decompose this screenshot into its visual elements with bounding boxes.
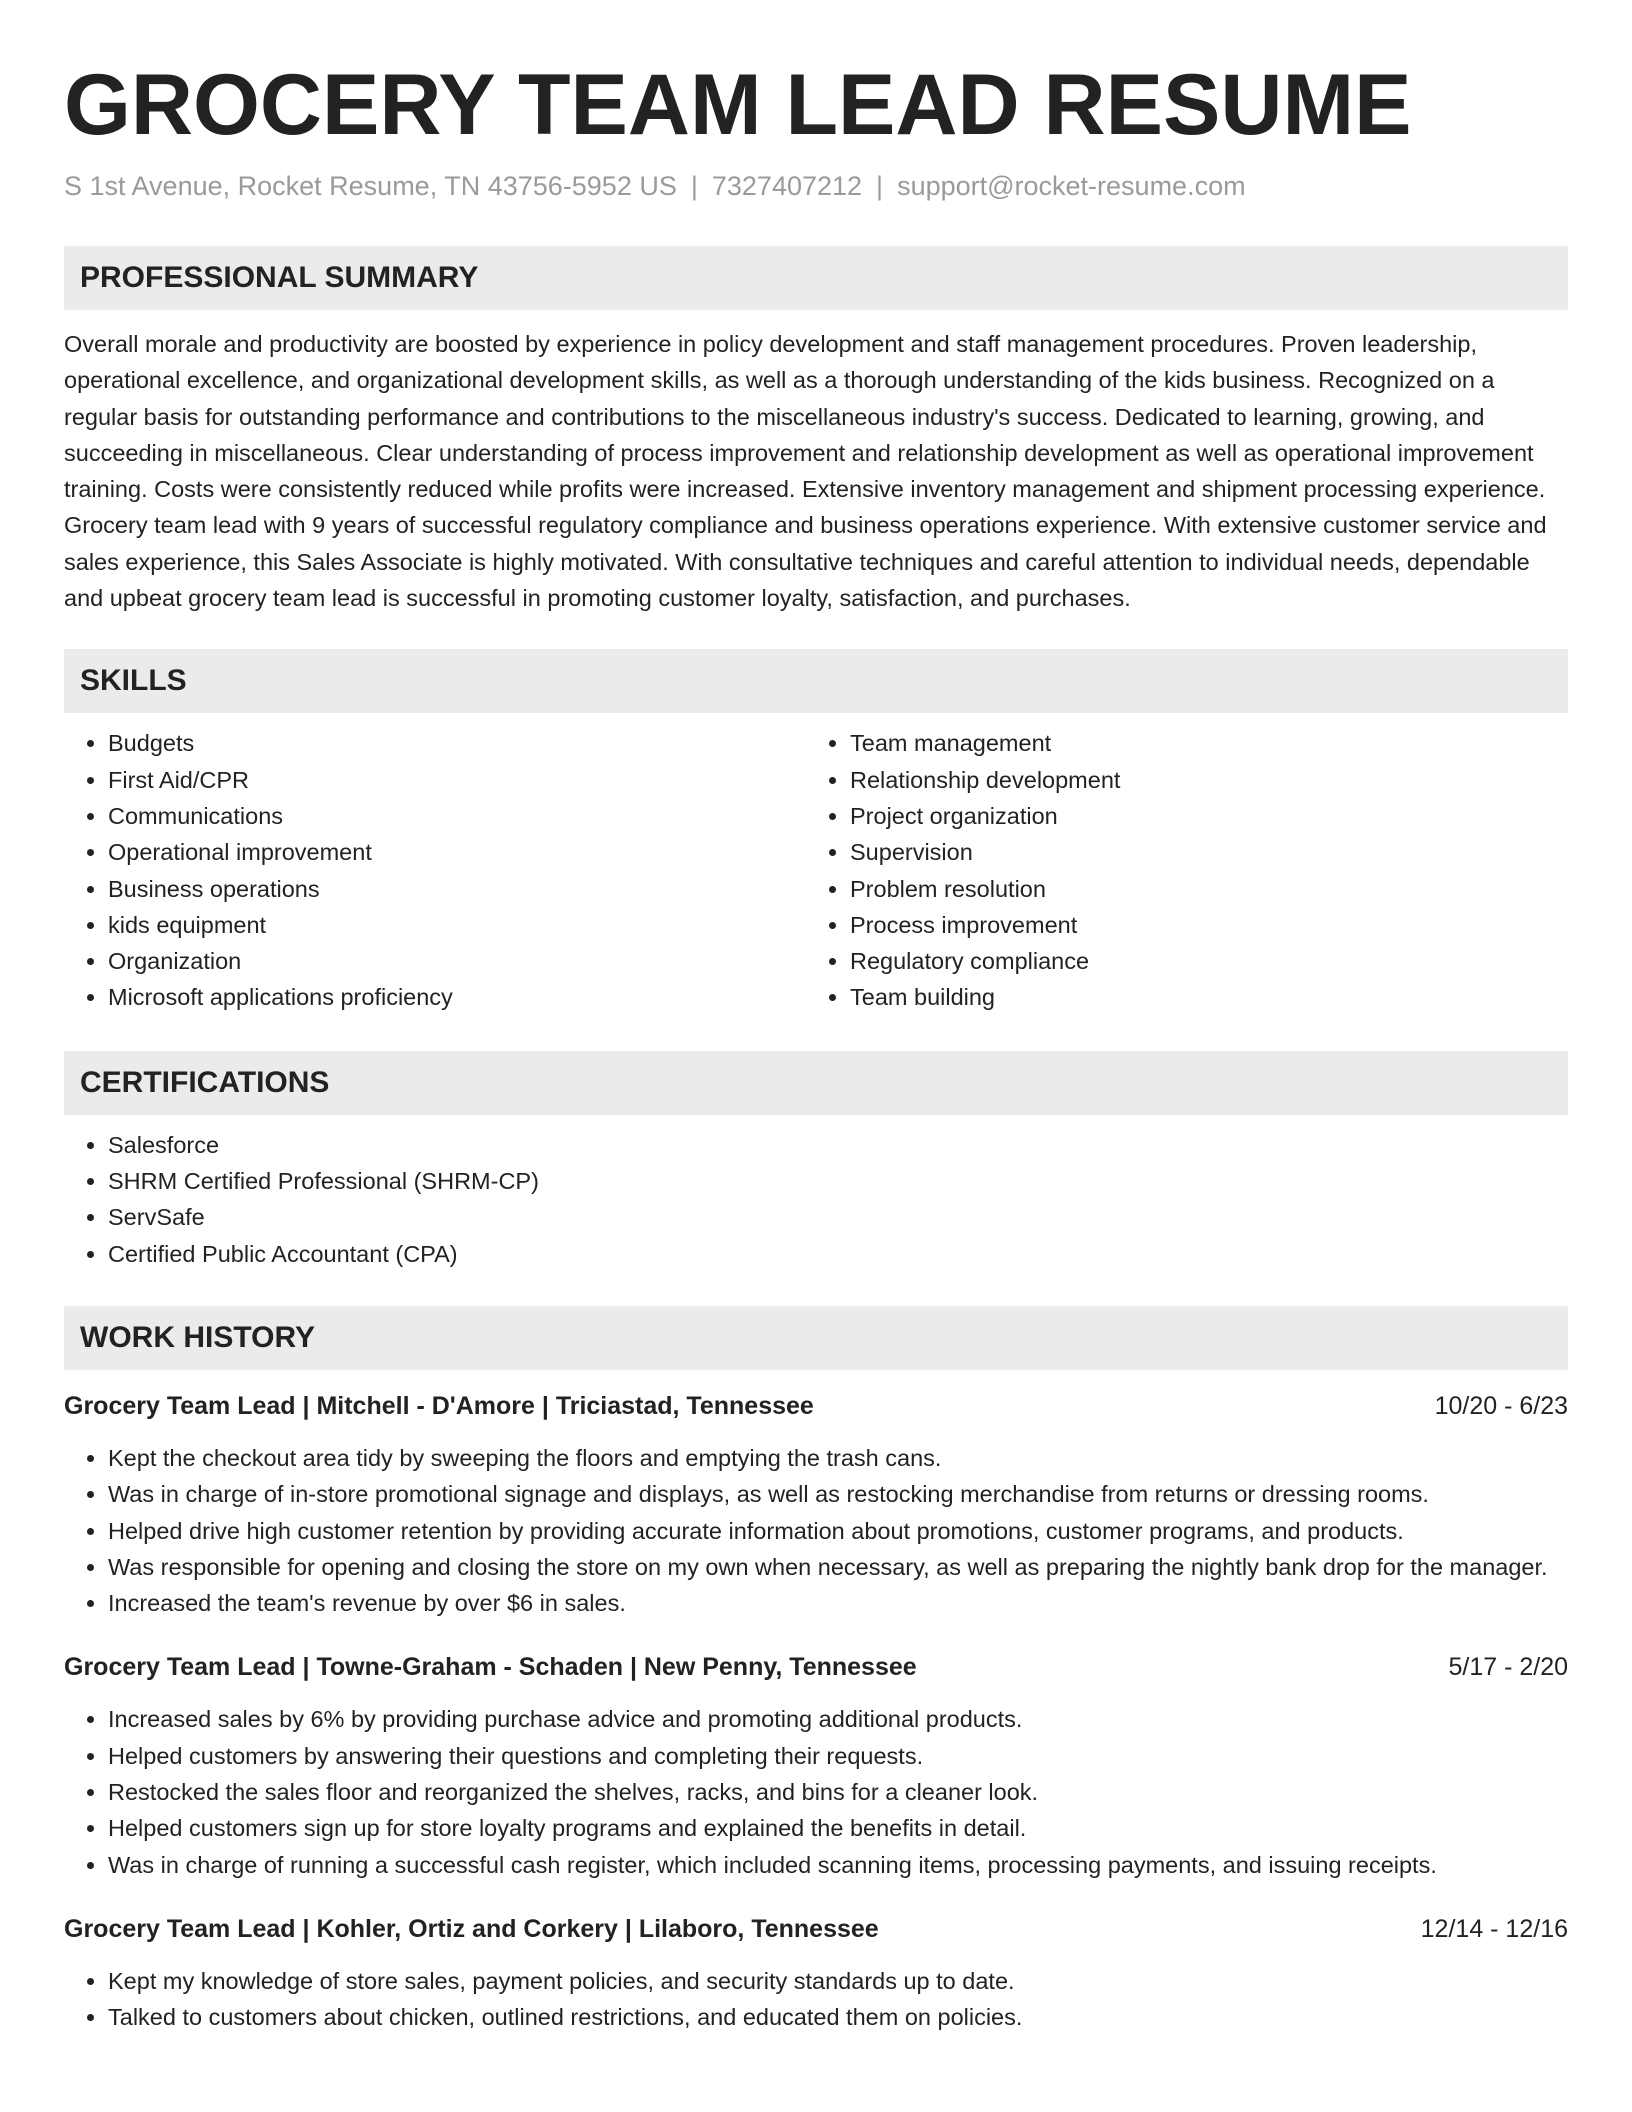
contact-address: S 1st Avenue, Rocket Resume, TN 43756-5952 US xyxy=(64,171,677,201)
job-bullet: • Was in charge of running a successful cash register, which included scanning items, processing payments, and issuing receipts. xyxy=(108,1847,1568,1883)
contact-phone: 7327407212 xyxy=(711,171,863,201)
resume-title: GROCERY TEAM LEAD RESUME xyxy=(64,57,1412,153)
contact-line xyxy=(64,170,1568,202)
work-history-section xyxy=(64,1306,1568,2036)
skill-item: • Operational improvement xyxy=(108,834,806,870)
section-header-certifications: CERTIFICATIONS xyxy=(64,1051,1568,1115)
job-header xyxy=(64,1911,1568,1947)
job-bullet: • Increased the team's revenue by over $6 in sales. xyxy=(108,1585,1568,1621)
contact-email: support@rocket-resume.com xyxy=(897,171,1246,201)
job-title: Grocery Team Lead | Kohler, Ortiz and Corkery | Lilaboro, Tennessee xyxy=(64,1914,879,1943)
certification-item: • Salesforce xyxy=(108,1127,1568,1163)
job-entry xyxy=(64,1649,1568,1882)
skill-item: • Team building xyxy=(850,979,1548,1015)
certifications-list xyxy=(64,1127,1568,1272)
skills-section xyxy=(64,649,1568,1015)
skill-item: • Supervision xyxy=(850,834,1548,870)
skills-column-left xyxy=(64,725,806,1015)
job-bullet: • Helped drive high customer retention by providing accurate information about promotions, customer programs, and products. xyxy=(108,1513,1568,1549)
job-title: Grocery Team Lead | Mitchell - D'Amore | Triciastad, Tennessee xyxy=(64,1391,814,1420)
job-bullets xyxy=(64,1963,1568,2036)
skill-item: • Regulatory compliance xyxy=(850,943,1548,979)
job-bullet: • Increased sales by 6% by providing purchase advice and promoting additional products. xyxy=(108,1701,1568,1737)
contact-separator: | xyxy=(876,171,884,201)
skill-item: • Relationship development xyxy=(850,762,1548,798)
certification-item: • SHRM Certified Professional (SHRM-CP) xyxy=(108,1163,1568,1199)
job-bullet: • Restocked the sales floor and reorganized the shelves, racks, and bins for a cleaner look. xyxy=(108,1774,1568,1810)
job-bullets xyxy=(64,1440,1568,1621)
job-header xyxy=(64,1388,1568,1424)
skills-column-right xyxy=(806,725,1548,1015)
job-bullet: • Talked to customers about chicken, outlined restrictions, and educated them on policies. xyxy=(108,1999,1568,2035)
job-dates: 5/17 - 2/20 xyxy=(1448,1653,1568,1682)
job-dates: 10/20 - 6/23 xyxy=(1434,1391,1568,1420)
skill-item: • Problem resolution xyxy=(850,871,1548,907)
job-dates: 12/14 - 12/16 xyxy=(1420,1914,1568,1943)
section-header-skills: SKILLS xyxy=(64,649,1568,713)
job-bullet: • Was responsible for opening and closing the store on my own when necessary, as well as preparing the nightly bank drop for the manager. xyxy=(108,1549,1568,1585)
skill-item: • Process improvement xyxy=(850,907,1548,943)
skill-item: • Budgets xyxy=(108,725,806,761)
job-bullet: • Was in charge of in-store promotional signage and displays, as well as restocking merchandise from returns or dressing rooms. xyxy=(108,1476,1568,1512)
skill-item: • Team management xyxy=(850,725,1548,761)
job-header xyxy=(64,1649,1568,1685)
job-bullet: • Kept my knowledge of store sales, payment policies, and security standards up to date. xyxy=(108,1963,1568,1999)
skill-item: • kids equipment xyxy=(108,907,806,943)
certification-item: • Certified Public Accountant (CPA) xyxy=(108,1236,1568,1272)
certifications-section xyxy=(64,1051,1568,1272)
contact-separator: | xyxy=(690,171,698,201)
skill-item: • Microsoft applications proficiency xyxy=(108,979,806,1015)
summary-section xyxy=(64,246,1568,616)
job-bullets xyxy=(64,1701,1568,1882)
certification-item: • ServSafe xyxy=(108,1199,1568,1235)
section-header-summary: PROFESSIONAL SUMMARY xyxy=(64,246,1568,310)
resume-page xyxy=(64,0,1568,2036)
summary-text: Overall morale and productivity are boosted by experience in policy development and staff management procedures. Proven leadership, operational excellence, and organizational development skills, as well as a thorough understanding of the kids business. Recognized on a regular basis for outstanding performance and contributions to the miscellaneous industry's success. Dedicated to learning, growing, and succeeding in miscellaneous. Clear understanding of process improvement and relationship development as well as operational improvement training. Costs were consistently reduced while profits were increased. Extensive inventory management and shipment processing experience. Grocery team lead with 9 years of successful regulatory compliance and business operations experience. With extensive customer service and sales experience, this Sales Associate is highly motivated. With consultative techniques and careful attention to individual needs, dependable and upbeat grocery team lead is successful in promoting customer loyalty, satisfaction, and purchases. xyxy=(64,331,1547,612)
job-entry xyxy=(64,1911,1568,2036)
job-bullet: • Helped customers sign up for store loyalty programs and explained the benefits in detail. xyxy=(108,1810,1568,1846)
skill-item: • Business operations xyxy=(108,871,806,907)
skill-item: • First Aid/CPR xyxy=(108,762,806,798)
job-entry xyxy=(64,1388,1568,1621)
skills-columns xyxy=(64,725,1568,1015)
skill-item: • Communications xyxy=(108,798,806,834)
skill-item: • Organization xyxy=(108,943,806,979)
job-bullet: • Kept the checkout area tidy by sweeping the floors and emptying the trash cans. xyxy=(108,1440,1568,1476)
job-bullet: • Helped customers by answering their questions and completing their requests. xyxy=(108,1738,1568,1774)
job-title: Grocery Team Lead | Towne-Graham - Schaden | New Penny, Tennessee xyxy=(64,1653,917,1682)
section-header-work-history: WORK HISTORY xyxy=(64,1306,1568,1370)
skill-item: • Project organization xyxy=(850,798,1548,834)
